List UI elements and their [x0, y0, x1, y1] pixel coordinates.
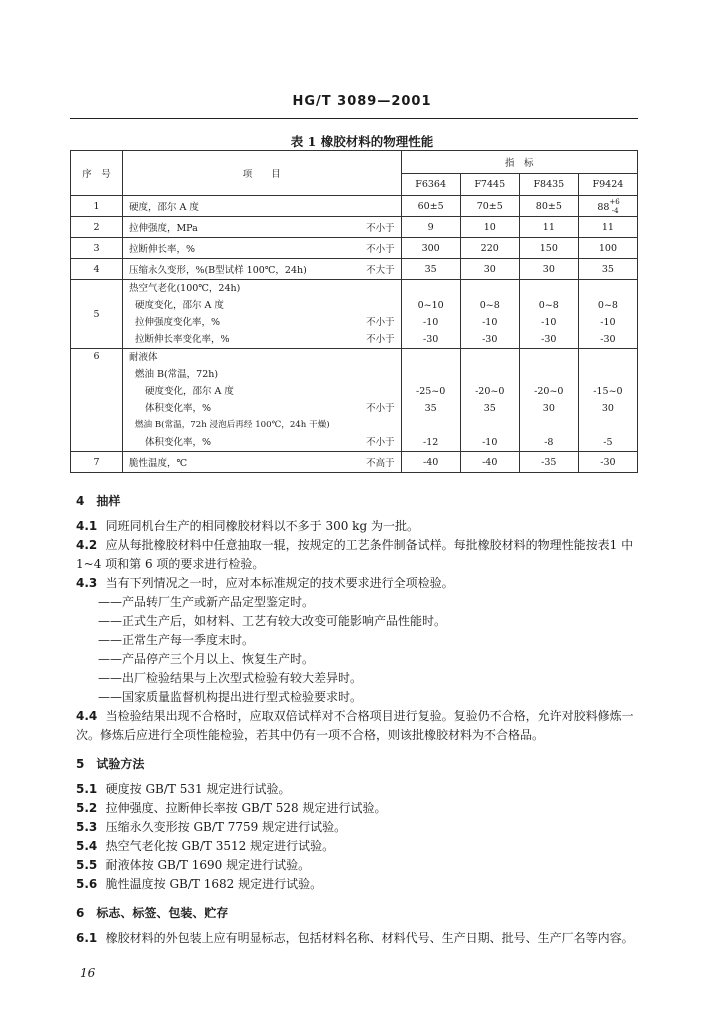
cell: 0~8: [597, 300, 618, 311]
table-row: [71, 259, 638, 280]
cell: -15~0: [593, 386, 623, 397]
cell: -30: [541, 334, 557, 345]
paragraph: [76, 929, 642, 948]
list-item: ——出厂检验结果与上次型式检验有较大差异时。: [98, 671, 363, 685]
list-item: ——产品转厂生产或新产品定型鉴定时。: [98, 595, 315, 609]
row-subitem: 燃油 B(常温，72h 浸泡后再经 100℃，24h 干燥): [134, 420, 330, 430]
cell: 70±5: [460, 196, 519, 217]
cell: 100: [578, 238, 637, 259]
cell: 35: [483, 403, 496, 414]
cell: 9: [401, 217, 460, 238]
row-subitem: 硬度变化，邵尔 A 度: [144, 386, 234, 397]
row-no: 3: [71, 238, 123, 259]
cell: -40: [460, 452, 519, 473]
table-row: [71, 238, 638, 259]
cell: -30: [578, 452, 637, 473]
cell: -30: [422, 334, 439, 345]
paragraph: [76, 875, 642, 894]
list-item: ——正常生产每一季度末时。: [98, 633, 255, 647]
clause-number: 5.3: [76, 820, 98, 834]
grade-header: F7445: [460, 174, 519, 196]
cell: 30: [542, 403, 555, 414]
paragraph: [76, 818, 642, 837]
clause-number: 4.2: [76, 538, 98, 552]
row-cond: 不小于: [366, 437, 395, 448]
row-subitem: 拉伸强度变化率，%: [134, 317, 220, 328]
table-caption: 表 1 橡胶材料的物理性能: [290, 134, 434, 149]
paragraph: [76, 780, 642, 799]
section-heading: 6 标志、标签、包装、贮存: [76, 906, 229, 920]
cell: -30: [482, 334, 498, 345]
cell: -5: [603, 437, 613, 448]
cell: 30: [519, 259, 578, 280]
row-item: 拉断伸长率，%: [128, 244, 195, 255]
cell: -8: [544, 437, 554, 448]
row-subitem: 燃油 B(常温，72h): [134, 369, 219, 380]
paragraph: [76, 856, 642, 875]
clause-text: 硬度按 GB/T 531 规定进行试验。: [105, 782, 291, 796]
grade-header: F9424: [578, 174, 637, 196]
clause-number: 5.1: [76, 782, 98, 796]
row-item: 脆性温度，℃: [128, 458, 188, 469]
row-cond: 不小于: [366, 317, 395, 328]
row-item: 拉伸强度，MPa: [128, 223, 198, 234]
paragraph: [76, 707, 642, 745]
cell: -10: [482, 437, 498, 448]
list-item: ——国家质量监督机构提出进行型式检验要求时。: [98, 690, 363, 704]
clause-text: 当检验结果出现不合格时，应取双倍试样对不合格项目进行复验。复验仍不合格，允许对胶料修炼一次。修炼后应进行全项性能检验，若其中仍有一项不合格，则该批橡胶材料为不合格品。: [76, 709, 634, 742]
table-row: [71, 217, 638, 238]
row-no: 6: [71, 349, 123, 452]
row-subitem: 硬度变化，邵尔 A 度: [134, 300, 224, 311]
table-row: [71, 280, 638, 349]
cell: 35: [424, 403, 437, 414]
clause-number: 4.3: [76, 576, 98, 590]
row-no: 2: [71, 217, 123, 238]
row-cond: 不小于: [366, 223, 395, 234]
paragraph: [76, 536, 642, 574]
col-group-header: 指 标: [401, 151, 637, 174]
paragraph: [76, 837, 642, 856]
cell: -10: [482, 317, 498, 328]
cell: -35: [519, 452, 578, 473]
cell: 30: [460, 259, 519, 280]
clause-number: 5.5: [76, 858, 98, 872]
cell: 80±5: [519, 196, 578, 217]
clause-text: 脆性温度按 GB/T 1682 规定进行试验。: [105, 877, 323, 891]
row-no: 5: [71, 280, 123, 349]
grade-header: F8435: [519, 174, 578, 196]
clause-number: 5.6: [76, 877, 98, 891]
cell: 35: [578, 259, 637, 280]
cell: -20~0: [475, 386, 505, 397]
row-no: 1: [71, 196, 123, 217]
cell: -20~0: [534, 386, 564, 397]
grade-header: F6364: [401, 174, 460, 196]
table-row: [71, 196, 638, 217]
cell: -10: [600, 317, 616, 328]
table-row: [71, 452, 638, 473]
cell: 11: [519, 217, 578, 238]
properties-table: [70, 150, 638, 473]
tolerance-lower: -4: [611, 206, 619, 215]
row-no: 4: [71, 259, 123, 280]
paragraph: [76, 517, 642, 536]
paragraph: [76, 574, 642, 593]
cell: 11: [578, 217, 637, 238]
row-subitem: 体积变化率，%: [144, 403, 211, 414]
row-cond: 不大于: [366, 265, 395, 276]
section-4: [76, 492, 642, 948]
paragraph: [76, 799, 642, 818]
cell: -10: [422, 317, 439, 328]
clause-number: 5.2: [76, 801, 98, 815]
list-item: ——正式生产后，如材料、工艺有较大改变可能影响产品性能时。: [98, 614, 447, 628]
cell: 0~10: [417, 300, 444, 311]
clause-text: 同班同机台生产的相同橡胶材料以不多于 300 kg 为一批。: [105, 519, 419, 533]
row-item: 压缩永久变形，%(B型试样 100℃，24h): [128, 265, 307, 276]
clause-text: 橡胶材料的外包装上应有明显标志，包括材料名称、材料代号、生产日期、批号、生产厂名等内容。: [105, 931, 634, 945]
clause-text: 当有下列情况之一时，应对本标准规定的技术要求进行全项检验。: [105, 576, 454, 590]
row-subitem: 体积变化率，%: [144, 437, 211, 448]
cell-value: 88: [597, 201, 610, 213]
cell: -40: [401, 452, 460, 473]
cell: 300: [401, 238, 460, 259]
document-header: HG/T 3089—2001: [292, 94, 432, 109]
col-no-header: 序 号: [71, 151, 123, 196]
section-heading: 5 试验方法: [76, 757, 145, 771]
clause-text: 压缩永久变形按 GB/T 7759 规定进行试验。: [105, 820, 347, 834]
clause-text: 拉伸强度、拉断伸长率按 GB/T 528 规定进行试验。: [105, 801, 387, 815]
row-cond: 不小于: [366, 334, 395, 345]
cell: 150: [519, 238, 578, 259]
row-subitem: 拉断伸长率变化率，%: [134, 334, 230, 345]
clause-text: 应从每批橡胶材料中任意抽取一辊，按规定的工艺条件制备试样。每批橡胶材料的物理性能按表1 中 1~4 项和第 6 项的要求进行检验。: [76, 538, 634, 571]
cell: -12: [422, 437, 439, 448]
section-heading: 4 抽样: [76, 494, 121, 508]
row-item: 硬度，邵尔 A 度: [128, 202, 199, 213]
cell: [578, 196, 637, 217]
cell: -30: [600, 334, 616, 345]
cell: 0~8: [479, 300, 500, 311]
cell: 60±5: [401, 196, 460, 217]
clause-number: 4.1: [76, 519, 98, 533]
row-cond: 不小于: [366, 244, 395, 255]
cell: 30: [601, 403, 614, 414]
clause-number: 6.1: [76, 931, 98, 945]
list-item: ——产品停产三个月以上、恢复生产时。: [98, 652, 315, 666]
page-number: 16: [80, 966, 96, 980]
tolerance-upper: +6: [609, 197, 620, 206]
cell: -25~0: [415, 386, 446, 397]
row-cond: 不高于: [366, 458, 395, 469]
clause-number: 5.4: [76, 839, 98, 853]
clause-text: 耐液体按 GB/T 1690 规定进行试验。: [105, 858, 311, 872]
cell: 10: [460, 217, 519, 238]
row-no: 7: [71, 452, 123, 473]
clause-number: 4.4: [76, 709, 98, 723]
cell: -10: [541, 317, 557, 328]
cell: 220: [460, 238, 519, 259]
row-cond: 不小于: [366, 403, 395, 414]
clause-text: 热空气老化按 GB/T 3512 规定进行试验。: [105, 839, 335, 853]
cell: 0~8: [538, 300, 559, 311]
row-item: 耐液体: [128, 352, 158, 363]
header-rule: [70, 118, 638, 119]
col-item-header: 项 目: [122, 151, 401, 196]
cell: 35: [401, 259, 460, 280]
row-item: 热空气老化(100℃，24h): [128, 283, 241, 294]
table-row: [71, 349, 638, 452]
